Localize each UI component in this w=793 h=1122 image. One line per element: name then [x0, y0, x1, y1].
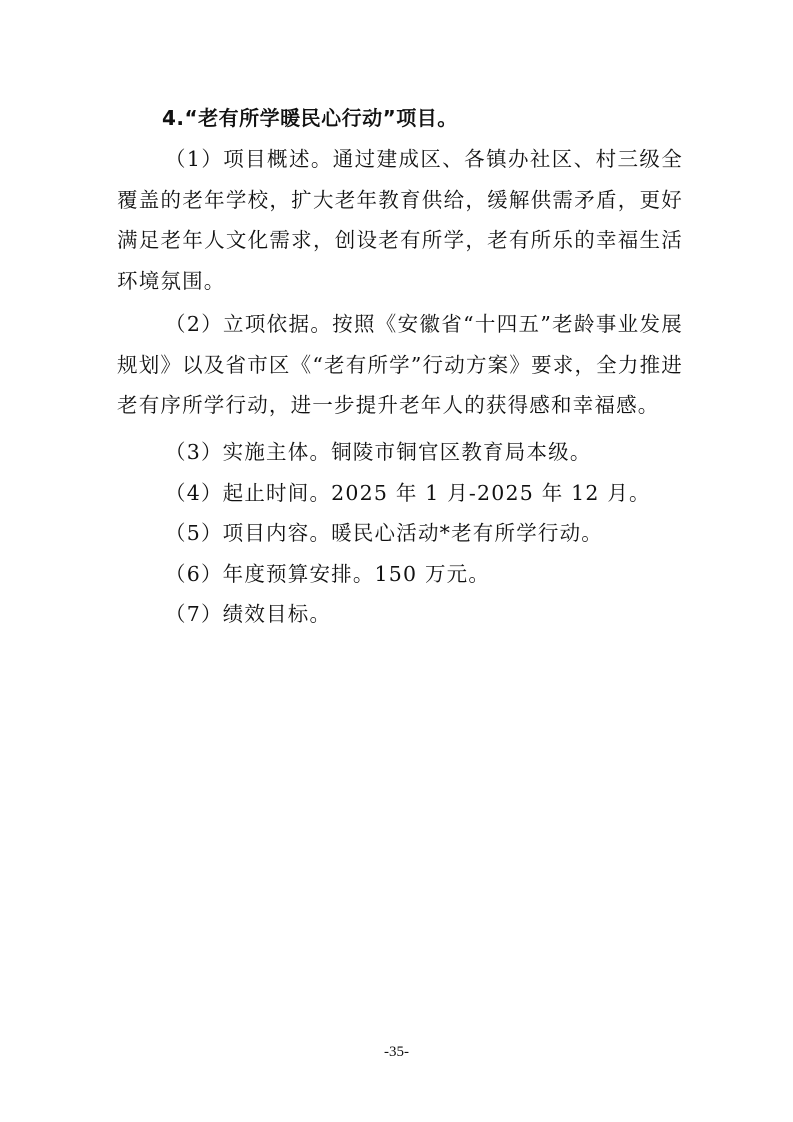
- item-annual-budget: （6）年度预算安排。150 万元。: [165, 562, 491, 586]
- page-number: -35-: [384, 1044, 409, 1060]
- item-implementing-entity: （3）实施主体。铜陵市铜官区教育局本级。: [165, 440, 592, 464]
- item-project-content: （5）项目内容。暖民心活动*老有所学行动。: [165, 521, 603, 545]
- paragraph-project-overview: （1）项目概述。通过建成区、各镇办社区、村三级全覆盖的老年学校，扩大老年教育供给，缓解供需矛盾，更好满足老年人文化需求，创设老有所学，老有所乐的幸福生活环境氛围。: [117, 147, 683, 293]
- paragraph-project-basis: （2）立项依据。按照《安徽省“十四五”老龄事业发展规划》以及省市区《“老有所学”行动方案》要求，全力推进老有序所学行动，进一步提升老年人的获得感和幸福感。: [117, 312, 683, 417]
- section-heading: 4.“老有所学暖民心行动”项目。: [162, 106, 458, 130]
- item-performance-goals: （7）绩效目标。: [165, 602, 332, 626]
- item-time-period: （4）起止时间。2025 年 1 月-2025 年 12 月。: [165, 481, 651, 505]
